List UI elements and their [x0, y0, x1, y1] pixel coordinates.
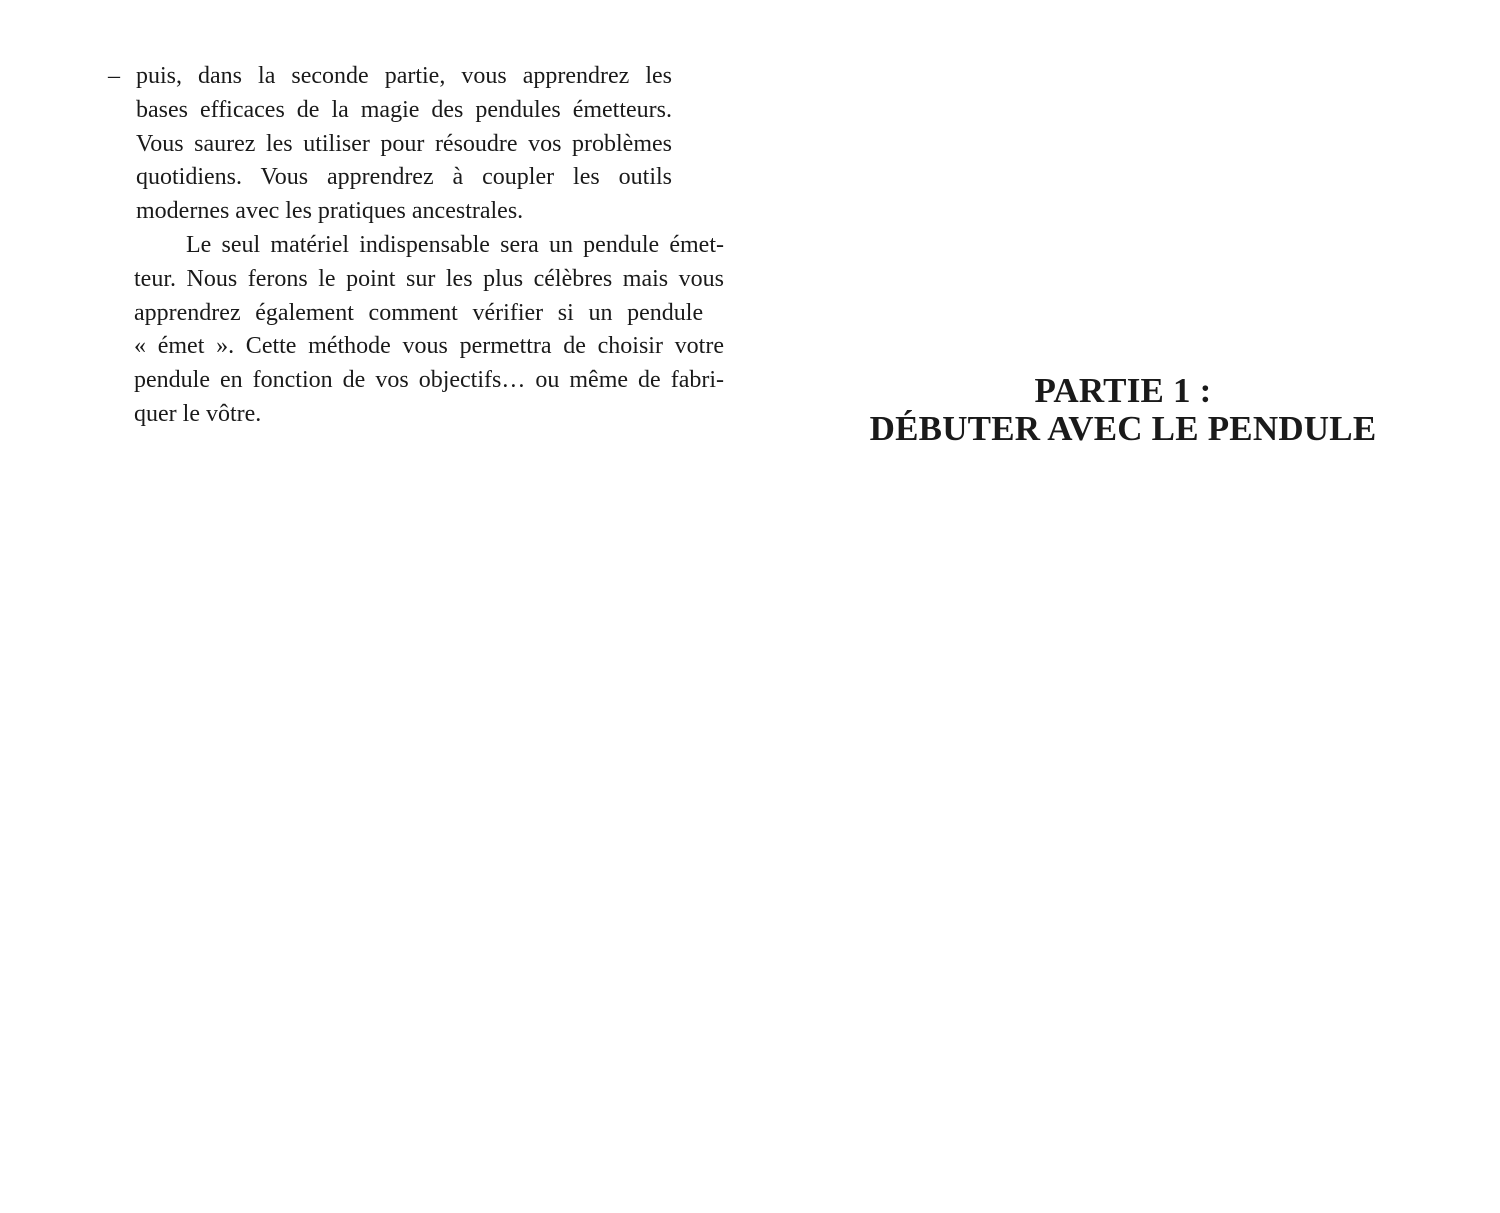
paragraph-line-2: teur. Nous ferons le point sur les plus célèbres mais vous [134, 265, 724, 292]
bullet-line-2: bases efficaces de la magie des pendules émetteurs. [136, 96, 672, 123]
bullet-dash: – [108, 63, 120, 89]
body-paragraph [82, 229, 724, 432]
left-page [82, 60, 724, 432]
right-page [750, 372, 1496, 448]
bullet-line-4: quotidiens. Vous apprendrez à coupler les outils [136, 164, 672, 191]
part-label: PARTIE 1 : [1034, 371, 1212, 410]
paragraph-line-3: apprendrez également comment vérifier si un pendule [134, 299, 704, 326]
part-title: DÉBUTER AVEC LE PENDULE [869, 409, 1377, 448]
bullet-line-3: Vous saurez les utiliser pour résoudre vos problèmes [136, 130, 672, 157]
paragraph-line-6: quer le vôtre. [134, 400, 262, 427]
bullet-item [82, 60, 672, 229]
bullet-line-5: modernes avec les pratiques ancestrales. [136, 198, 524, 225]
bullet-line-1: puis, dans la seconde partie, vous apprendrez les [136, 63, 672, 89]
paragraph-line-1: Le seul matériel indispensable sera un pendule émet- [186, 231, 724, 258]
paragraph-line-5: pendule en fonction de vos objectifs… ou même de fabri- [134, 367, 724, 394]
paragraph-line-4: « émet ». Cette méthode vous permettra de choisir votre [134, 333, 724, 360]
